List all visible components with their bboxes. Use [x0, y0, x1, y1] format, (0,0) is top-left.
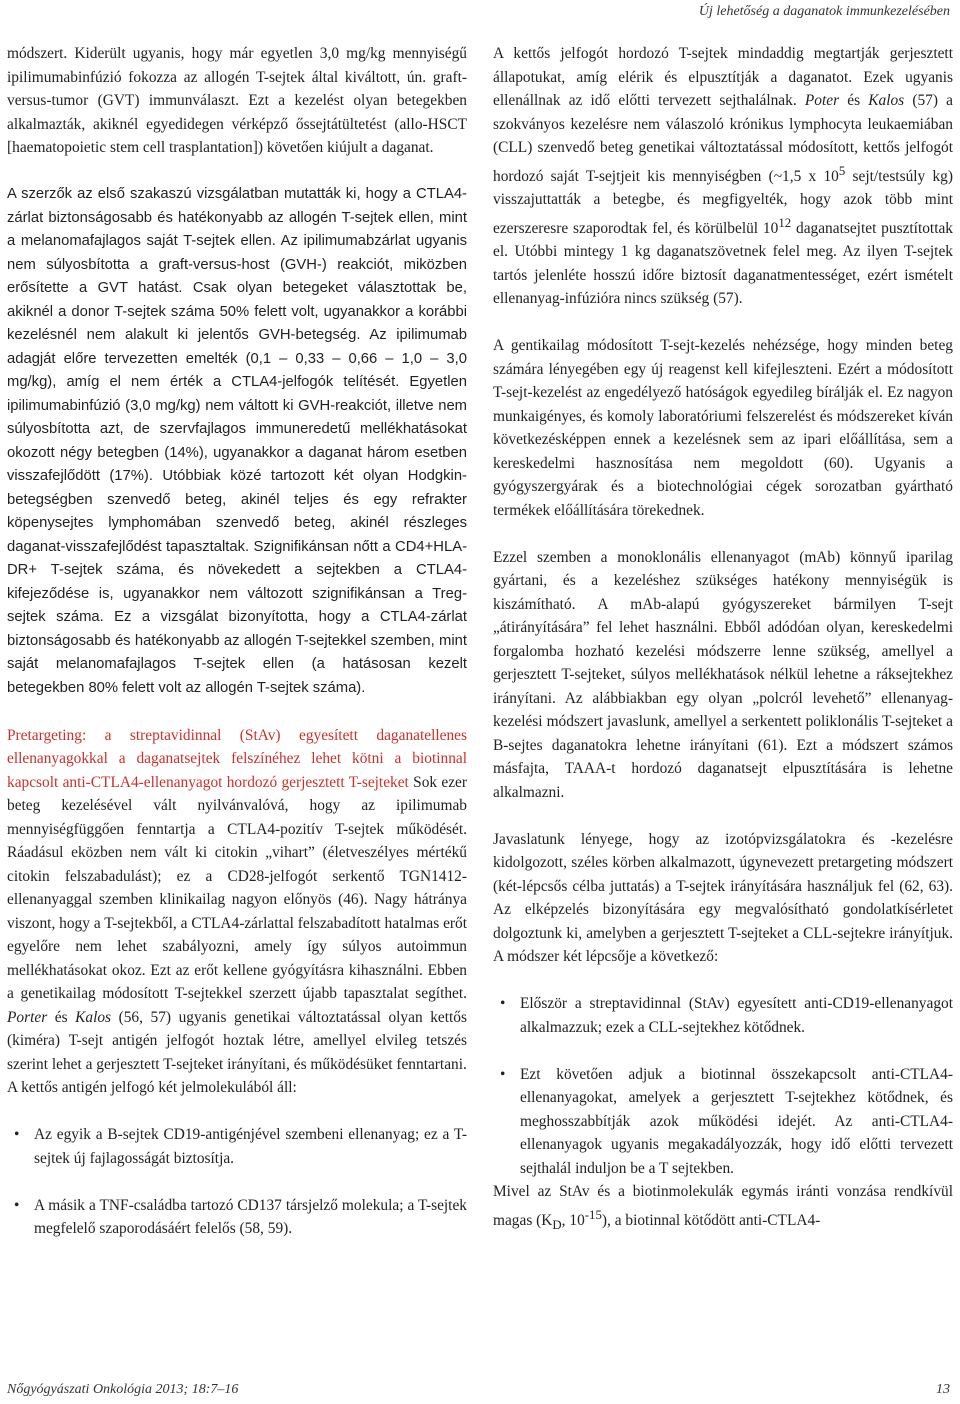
left-paragraph-2: A szerzők az első szakaszú vizsgálatban mutatták ki, hogy a CTLA4-zárlat biztonságosabb és hatékonyabb az allogén T-sejtek ellen, mint a melanomafajlagos saját T-sejtek ellen. Az ipilimumabzárlat ugyanis nem súlyosbította a graft-versus-host (GVH-) reakciót, miközben erősítette a GVT hatást. Csak olyan betegeket választottak be, akiknél a donor T-sejtek száma 50% felett volt, ugyanakkor a korábbi kezelésnél nem alakult ki jelentős GVH-betegség. Az ipilimumab adagját előre tervezetten emelték (0,1 – 0,33 – 0,66 – 1,0 – 3,0 mg/kg), amíg el nem érték a CTLA4-jelfogók telítését. Egyetlen ipilimumabinfúzió (3,0 mg/kg) nem váltott ki GVH-reakciót, illetve nem súlyosbította azt, de szervfajlagos immuneredetű mellékhatásokat okozott négy betegben (14%), ugyanakkor a daganat három esetben visszafejlődött (17%). Utóbbiak közé tartozott két olyan Hodgkin-betegségben szenvedő beteg, akinél teljes és egy refrakter köpenysejtes lymphomában szenvedő beteg, akinél részleges daganat-visszafejlődést tapasztaltak. Szignifikánsan nőtt a CD4+HLA-DR+ T-sejtek száma, és növekedett a sejtekben a CTLA4-kifejeződése is, ugyanakkor nem változott szignifikánsan a Treg-sejtek száma. Ez a vizsgálat bizonyította, hogy a CTLA4-zárlat biztonságosabb és hatékonyabb az allogén T-sejtekkel szemben, mint saját melanomafajlagos T-sejtek ellen (a hatásosan kezelt betegekben 80% felett volt az allogén T-sejtek száma).	[7, 186, 467, 696]
running-head: Új lehetőség a daganatok immunkezelésében	[698, 4, 950, 19]
and-text: és	[839, 92, 869, 109]
list-item: • Ezt követően adjuk a biotinnal összekapcsolt anti-CTLA4-ellenanyagokat, amelyek a gerjesztett T-sejtekhez kötődnek, és meghosszabbítják azok működési idejét. Az anti-CTLA4-ellenanyagok ugyanis megakadályozzák, hogy idő előtti tervezett sejthalál induljon be a T sejtekben.	[493, 1063, 953, 1181]
left-paragraph-3-body-a: Sok ezer beteg kezelésével vált nyilvánvalóvá, hogy az ipilimumab mennyiségfüggően fenntartja a CTLA4-pozitív T-sejtek működését. Ráadásul eközben nem vált ki citokin „vihart” (életveszélyes mértékű citokin felszabadulást); ez a CD28-jelfogót serkentő TGN1412-ellenanyaggal szemben klinikailag nagyon előnyös (46). Nagy hátránya viszont, hogy a T-sejtekből, a CTLA4-zárlattal felszabadított hatalmas erőt egyelőre nem lehet szabályozni, amely így súlyos autoimmun mellékhatásokat okoz. Ezt az erőt kellene gyógyításra kihasználni. Ebben a genetikailag módosított T-sejtekkel szerzett újabb tapasztalat segíthet.	[7, 773, 468, 1002]
right-p1-d: daganatsejtet pusztítottak el. Utóbbi mintegy 1 kg daganatszövetnek felel meg. Az ilyen T-sejtek tartós jelenléte hosszú időre biztosít daganatmentességet, ezért ismételt ellenanyag-infúzióra nincs szükség (57).	[493, 219, 953, 308]
subscript-d: D	[552, 1217, 562, 1232]
right-p1-b: (57) a szokványos kezelésre nem válaszoló krónikus lymphocyta leukaemiában (CLL) szenvedő beteg genetikai változtatással módosított, kettős jelfogót hordozó saját T-sejtjeit kis mennyiségben (~1,5 x 10	[493, 92, 953, 185]
author-kalos: Kalos	[75, 1008, 112, 1026]
right-paragraph-3: Ezzel szemben a monoklonális ellenanyagot (mAb) könnyű iparilag gyártani, és a kezeléshez szükséges hatékony mennyiségük is kiszámítható. A mAb-alapú gyógyszereket bármilyen T-sejt „átirányítására” fel lehet használni. Ebből adódóan olyan, kereskedelmi forgalomba hozható kezelési módszerre lenne szükség, amellyel a gerjesztett T-sejteket, súlyos mellékhatások nélkül lehetne a ráksejtekhez irányítani. Az alábbiakban egy olyan „polcról levehető” ellenanyag-kezelési módszert javaslunk, amellyel a serkentett poliklonális T-sejteket a B-sejtes daganatokra lehetne irányítani (61). Ezt a módszert számos másfajta, TAAA-t hordozó daganatsejt elpusztítására is lehetne alkalmazni.	[493, 548, 953, 801]
right-p5-c: ), a biotinnal kötődött anti-CTLA4-	[601, 1211, 821, 1229]
superscript-5: 5	[838, 163, 846, 178]
author-poter: Poter	[804, 92, 840, 109]
section-heading-pretargeting: Pretargeting: a streptavidinnal (StAv) egyesített daganatellenes ellenanyagokkal a daganatsejtek felszínéhez lehet kötni a biotinnal kapcsolt anti-CTLA4-ellenanyagot hordozó gerjesztett T-sejteket	[7, 726, 467, 791]
right-column	[493, 42, 953, 1237]
list-item: • A másik a TNF-családba tartozó CD137 társjelző molekula; a T-sejtek megfelelő szaporodásáért felelős (58, 59).	[7, 1194, 467, 1241]
author-porter: Porter	[7, 1008, 48, 1026]
left-paragraph-4: A kettős antigén jelfogó két jelmolekulából áll:	[7, 1079, 297, 1096]
superscript-12: 12	[778, 215, 792, 230]
left-paragraph-3-body-b: (56, 57) ugyanis genetikai változtatással olyan kettős (kiméra) T-sejt antigén jelfogót hoztak létre, amellyel elvileg tetszés szerint lehet a gerjesztett T-sejteket irányítani, és működésüket fenntartani.	[7, 1008, 467, 1073]
left-paragraph-1: módszert. Kiderült ugyanis, hogy már egyetlen 3,0 mg/kg mennyiségű ipilimumabinfúzió fokozza az allogén T-sejtek által kiváltott, ún. graft-versus-tumor (GVT) immunválaszt. Ezt a kezelést olyan betegekben alkalmazták, akiknél egyedidegen vérképző őssejtátültetést (allo-HSCT [haematopoietic stem cell trasplantation]) követően kiújult a daganat.	[7, 45, 467, 156]
right-paragraph-1	[493, 42, 953, 311]
list-item: • Az egyik a B-sejtek CD19-antigénjével szembeni ellenanyag; ez a T-sejtek új fajlagosságát biztosítja.	[7, 1123, 467, 1170]
right-p5-b: , 10	[561, 1211, 585, 1229]
right-p5-a: Mivel az StAv és a biotinmolekulák egymás iránti vonzása rendkívül magas (K	[493, 1183, 953, 1229]
right-bullet-list	[493, 992, 953, 1180]
right-paragraph-5	[493, 1180, 953, 1237]
left-paragraph-3	[7, 724, 467, 1077]
right-paragraph-2: A gentikailag módosított T-sejt-kezelés nehézsége, hogy minden beteg számára lényegében egy új reagenst kell kifejleszteni. Ezért a módosított T-sejt-kezelést az engedélyező hatóságok egyedileg bírálják el. Ez nagyon munkaigényes, és komoly laboratóriumi felszerelést és módszereket kíván következésképpen ennek a kezelésnek sem az ipari előállítása, sem a kereskedelmi hasznosítása nem megoldott (60). Ugyanis a gyógyszergyárak és a biotechnológiai cégek sorozatban gyártható termékek előállítására törekednek.	[493, 337, 953, 519]
and-text: és	[47, 1008, 76, 1026]
superscript-minus-15: -15	[584, 1207, 602, 1222]
right-paragraph-4: Javaslatunk lényege, hogy az izotópvizsgálatokra és -kezelésre kidolgozott, széles körben alkalmazott, úgynevezett pretargeting módszert (két-lépcsős célba juttatás) a T-sejtek irányítására használjuk fel (62, 63). Az elképzelés bizonyítására egy megvalósítható gondolatkísérletet dolgoztunk ki, amelyben a gerjesztett T-sejteket a CLL-sejtekre irányítjuk. A módszer két lépcsője a következő:	[493, 830, 953, 966]
list-item: • Először a streptavidinnal (StAv) egyesített anti-CD19-ellenanyagot alkalmazzuk; ezek a CLL-sejtekhez kötődnek.	[493, 992, 953, 1039]
right-p1-a: A kettős jelfogót hordozó T-sejtek mindaddig megtartják gerjesztett állapotukat, amíg elérik és elpusztítják a daganatot. Ezek ugyanis ellenállnak az idő előtti tervezett sejthalálnak.	[493, 45, 953, 109]
right-p1-c: sejt/testsúly kg) visszajuttatták a betegbe, és megfigyelték, hogy azok több mint ezerszeresre szaporodtak fel, és körülbelül 10	[493, 167, 954, 237]
left-bullet-list	[7, 1123, 467, 1241]
left-column	[7, 42, 467, 1241]
author-kalos: Kalos	[868, 92, 905, 109]
footer-journal: Nőgyógyászati Onkológia 2013; 18:7–16	[7, 1382, 239, 1397]
footer-page-number: 13	[936, 1382, 950, 1397]
